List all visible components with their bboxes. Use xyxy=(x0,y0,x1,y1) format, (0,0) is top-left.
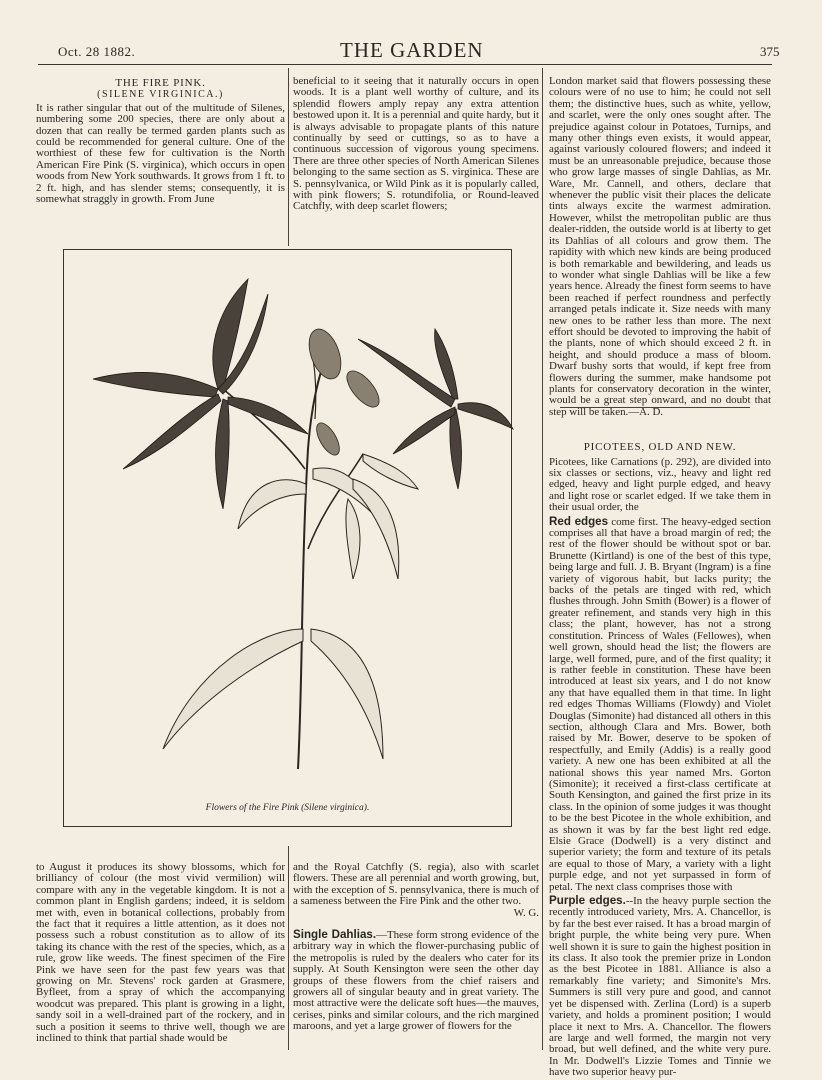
header-title: THE GARDEN xyxy=(340,38,484,62)
dahlias-paragraph xyxy=(293,929,539,1033)
purple-edges-heading: Purple edges. xyxy=(549,894,626,908)
purple-edges-paragraph xyxy=(549,895,771,1079)
column-rule-1-top xyxy=(288,68,289,246)
header-rule xyxy=(38,64,772,65)
dahlias-continued: London market said that flowers possessing these colours were of no use to him; he could not sell them; the distinctive hues, such as white, yellow, and scarlet, were the only ones sought after. The prejudice against colour in Potatoes, Turnips, and many other things even exists, it would appear, against variously coloured flowers; and indeed it must be an unreasonable prejudice, because those who grow large masses of single Dahlias, as Mr. Ware, Mr. Cannell, and others, declare that whenever the public visit their places the delicate tints always excite the warmest admiration. However, whilst the metropolitan public are thus dealer-ridden, the outside world is at liberty to get its Dahlias of all colours and grow them. The rapidity with which new kinds are being produced is both remarkable and bewildering, and leads us to wonder what single Dahlias will be like a few years hence. Already the finest form seems to have been reached if perfect roundness and perfectly arranged petals indicate it. Size needs with many new ones to be rather less than more. The next effort should be devoted to improving the habit of the plants, none of which should exceed 2 ft. in height, and should produce a mass of bloom. Dwarf bushy sorts that would, if kept free from flowers during the summer, make handsome pot plants for conservatory decoration in the winter, would be a great step onward, and no doubt that step will be taken.—A. D. xyxy=(549,75,771,418)
article-heading: THE FIRE PINK. xyxy=(115,77,206,89)
article-body: It is rather singular that out of the multitude of Silenes, numbering some 200 species, there are only about a dozen that can really be termed garden plants such as could be recommended for general culture. One of the worthiest of these few for cultivation is the North American Fire Pink (S. virginica), which occurs in open woods from New York southwards. It grows from 1 ft. to 2 ft. high, and has slender stems; consequently, it is somewhat straggly in growth. From June xyxy=(36,101,285,206)
picotees-heading: PICOTEES, OLD AND NEW. xyxy=(583,441,737,454)
article-fire-pink-part-2 xyxy=(36,862,285,1052)
illustration-caption: Flowers of the Fire Pink (Silene virginica). xyxy=(205,803,370,813)
article-fire-pink xyxy=(36,78,285,244)
fire-pink-illustration xyxy=(63,249,512,827)
article-single-dahlias xyxy=(293,862,539,1052)
article-signature: W. G. xyxy=(513,906,539,919)
header-page-number: 375 xyxy=(760,44,780,59)
article-fire-pink-continued xyxy=(293,76,539,246)
column-rule-1-bottom xyxy=(288,846,289,1050)
picotees-intro: Picotees, like Carnations (p. 292), are divided into six classes or sections, viz., heavy and light red edged, heavy and light purple edged, and heavy and light rose or scarlet edged. If we take them in their usual order, the xyxy=(549,455,771,514)
dahlias-heading: Single Dahlias. xyxy=(293,928,377,942)
purple-edges-body: --In the heavy purple section the recently introduced variety, Mrs. A. Chancellor, is by far the best ever raised. It has a broad margin of bright purple, the white being very pure. When well shown it is sure to gain the highest position in its class. It also took the premier prize in London as the best Picotee in 1881. Alliance is also a remarkably fine variety; and Simonite's Mrs. Summers is still very pure and good, and cannot yet be dispensed with. Zerlina (Lord) is a superb variety, and holds a prominent position; I would place it next to Mrs. A. Chancellor. The flowers are large and well formed, the margin not very broad, but well defined, and the white very pure. In Mr. Dodwell's Lizzie Tomes and Tinnie we have two superior heavy pur- xyxy=(549,895,771,1079)
article-body: and the Royal Catchfly (S. regia), also with scarlet flowers. These are all perennial and worth growing, but, with the exception of S. pennsylvanica, there is much of a sameness between the Fire Pink and the other two. xyxy=(293,861,539,908)
article-picotees xyxy=(549,75,771,1079)
red-edges-body: come first. The heavy-edged section comprises all that have a broad margin of red; the rest of the flower should be without spot or bar. Brunette (Kirtland) is one of the best of this type, being large and full. J. B. Bryant (Ingram) is a fine variety of vigorous habit, but lacks purity; the backs of the petals are tinged with red, which flushes through. John Smith (Bower) is a flower of greater refinement, and stands very high in this class; the plant, however, has not a strong constitution. Princess of Wales (Fellowes), when well grown, should head the list; the flowers are large, well formed, pure, and of the first quality; it is rather feeble in constitution. These have been introduced at least six years, and I do not know any that have equalled them in that time. In light red edges Thomas Williams (Flowdy) and Violet Douglas (Simonite) had distanced all others in this section, although Clara and Mrs. Bower, both raised by Mr. Bower, deserve to be spoken of respectfully, and Emily (Addis) is a really good variety. A new one has been exhibited at all the national shows this year named Mrs. Gorton (Simonite); it received a first-class certificate at South Kensington, and gained the first prize in its class. In the opinion of some judges it was thought to be the best Picotee in the whole exhibition, and as shown it was by far the best light red edge. Elsie Grace (Dodwell) is a very distinct and superior variety; the form and texture of its petals are equal to those of Mary, a variety with a light purple edge, and not yet surpassed in form of petal. The next class comprises those with xyxy=(549,515,771,893)
red-edges-paragraph xyxy=(549,516,771,893)
article-body: to August it produces its showy blossoms, which for brilliancy of colour (the most vivid vermilion) will compare with any in the vegetable kingdom. It is not a common plant in English gardens; indeed, it is seldom met with, even in botanical collections, probably from the fact that it requires a little attention, as it does not possess such a robust constitution as to allow of its taking its chance with the rest of the species, which, as a rule, grow like weeds. The finest specimen of the Fire Pink we have seen for the past few years was that growing on Mr. Stevens' rock garden at Grasmere, Byfleet, from a spray of which the accompanying woodcut was prepared. This plant is growing in a light, sandy soil in a well-drained part of the rockery, and in such a position it seems to thrive well, though we are inclined to think that partial shade would be xyxy=(36,861,285,1045)
article-body: beneficial to it seeing that it naturally occurs in open woods. It is a plant well worthy of culture, and its splendid flowers amply repay any extra attention bestowed upon it. It is a perennial and quite hardy, but it is always advisable to propagate plants of this nature continually by seed or cuttings, so as to have a continuous succession of vigorous young specimens. There are three other species of North American Silenes belonging to the same section as S. virginica. These are S. pennsylvanica, or Wild Pink as it is popularly called, with pink flowers; S. rotundifolia, or Round-leaved Catchfly, with deep scarlet flowers; xyxy=(293,75,539,213)
article-subheading: (SILENE VIRGINICA.) xyxy=(97,89,224,101)
column-rule-2 xyxy=(542,68,543,1050)
red-edges-heading: Red edges xyxy=(549,514,609,528)
header-date: Oct. 28 1882. xyxy=(58,44,136,59)
dahlias-body: —These form strong evidence of the arbitrary way in which the flower-purchasing public of the metropolis is ruled by the dealers who cater for its supply. At South Kensington were seen the other day groups of these flowers from the chief raisers and growers all of singular beauty and in great variety. The most attractive were the delicate soft hues—the mauves, cerises, pinks and similar colours, and the rich margined maroons, and yet a large grower of flowers for the xyxy=(293,929,539,1033)
